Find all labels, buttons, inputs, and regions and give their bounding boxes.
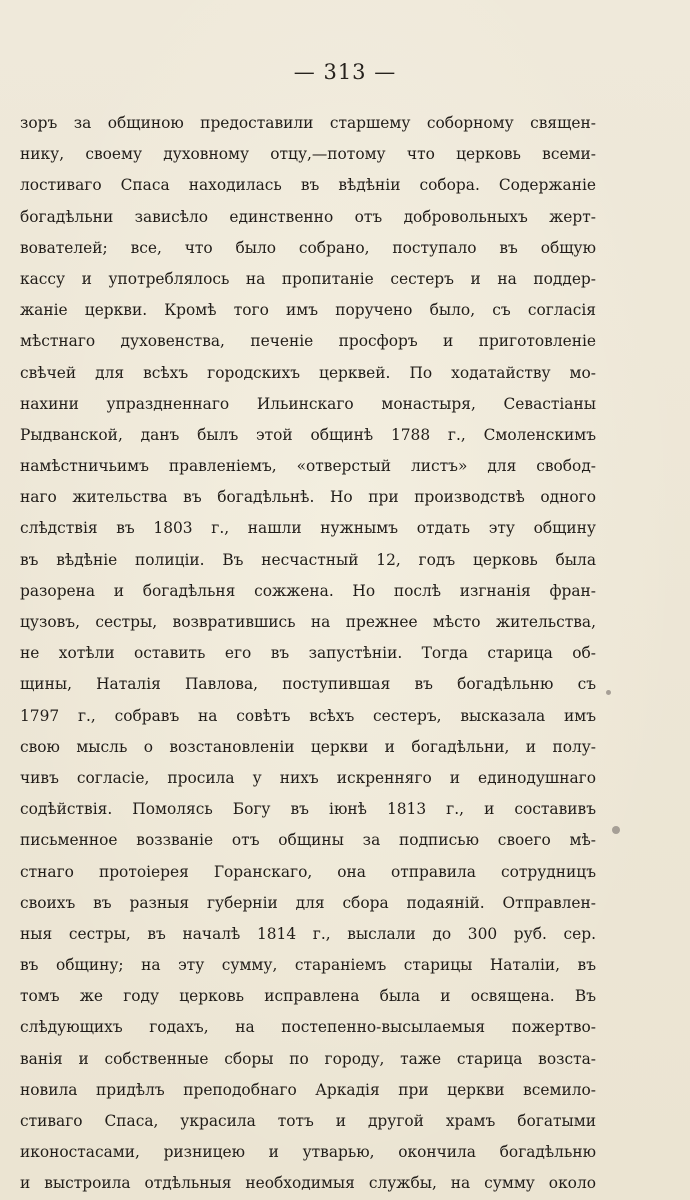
text-line: свою мысль о возстановленіи церкви и богадѣльни, и полу-	[20, 737, 596, 756]
text-line: намѣстничьимъ правленіемъ, «отверстый листъ» для свобод-	[20, 457, 596, 476]
text-line: чивъ согласіе, просила у нихъ искренняго и единодушнаго	[20, 768, 596, 787]
text-line: богадѣльни зависѣло единственно отъ добровольныхъ жерт-	[20, 207, 596, 226]
text-line: иконостасами, ризницею и утварью, окончила богадѣльню	[20, 1143, 596, 1162]
text-line: ныя сестры, въ началѣ 1814 г., выслали до 300 руб. сер.	[20, 924, 596, 943]
text-line: томъ же году церковь исправлена была и освящена. Въ	[20, 987, 596, 1006]
text-line: Рыдванской, данъ былъ этой общинѣ 1788 г., Смоленскимъ	[20, 425, 596, 444]
body-text	[20, 108, 596, 1200]
text-line: жаніе церкви. Кромѣ того имъ поручено было, съ согласія	[20, 301, 596, 320]
text-line: письменное воззваніе отъ общины за подписью своего мѣ-	[20, 831, 596, 850]
text-line: нахини упраздненнаго Ильинскаго монастыря, Севастіаны	[20, 394, 596, 413]
text-line: щины, Наталія Павлова, поступившая въ богадѣльню съ	[20, 675, 596, 694]
paper-speck	[612, 826, 620, 834]
text-line: новила придѣлъ преподобнаго Аркадія при церкви всемило-	[20, 1080, 596, 1099]
text-line: слѣдующихъ годахъ, на постепенно-высылаемыя пожертво-	[20, 1018, 596, 1037]
page-number: — 313 —	[293, 60, 397, 84]
text-line: мѣстнаго духовенства, печеніе просфоръ и приготовленіе	[20, 332, 596, 351]
text-line: разорена и богадѣльня сожжена. Но послѣ изгнанія фран-	[20, 581, 596, 600]
text-line: въ вѣдѣніе полиціи. Въ несчастный 12, годъ церковь была	[20, 550, 596, 569]
text-line: зоръ за общиною предоставили старшему соборному священ-	[20, 114, 596, 132]
text-line: лостиваго Спаса находилась въ вѣдѣніи собора. Содержаніе	[20, 176, 596, 195]
text-line: 1797 г., собравъ на совѣтъ всѣхъ сестеръ, высказала имъ	[20, 706, 596, 725]
paper-speck	[606, 690, 611, 695]
text-line: стиваго Спаса, украсила тотъ и другой храмъ богатыми	[20, 1112, 596, 1130]
text-line: не хотѣли оставить его въ запустѣніи. Тогда старица об-	[20, 644, 596, 663]
text-line: содѣйствія. Помолясь Богу въ іюнѣ 1813 г., и составивъ	[20, 800, 596, 819]
text-line: цузовъ, сестры, возвратившись на прежнее мѣсто жительства,	[20, 613, 596, 631]
text-line: свѣчей для всѣхъ городскихъ церквей. По ходатайству мо-	[20, 363, 596, 382]
text-line: ванія и собственные сборы по городу, таже старица возста-	[20, 1049, 596, 1068]
text-line: наго жительства въ богадѣльнѣ. Но при производствѣ одного	[20, 488, 596, 507]
text-line: своихъ въ разныя губерніи для сбора подаяній. Отправлен-	[20, 893, 596, 912]
text-line: стнаго протоіерея Горанскаго, она отправила сотрудницъ	[20, 862, 596, 881]
text-line: кассу и употреблялось на пропитаніе сестеръ и на поддер-	[20, 269, 596, 288]
text-line: нику, своему духовному отцу,—потому что церковь всеми-	[20, 145, 596, 164]
text-line: вователей; все, что было собрано, поступало въ общую	[20, 238, 596, 257]
text-line: слѣдствія въ 1803 г., нашли нужнымъ отдать эту общину	[20, 519, 596, 538]
text-line: и выстроила отдѣльныя необходимыя службы, на сумму около	[20, 1174, 596, 1193]
text-line: въ общину; на эту сумму, стараніемъ старицы Наталіи, въ	[20, 956, 596, 975]
